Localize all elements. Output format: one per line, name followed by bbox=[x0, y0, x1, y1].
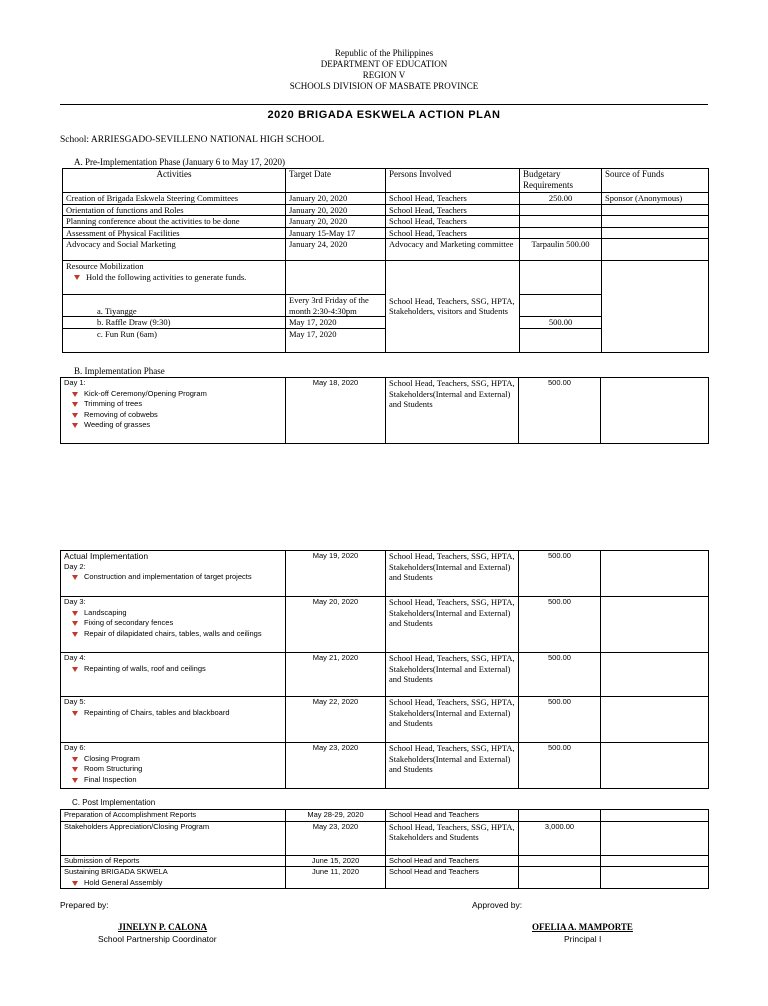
persons-cell: School Head, Teachers, SSG, HPTA, Stakeholders(Internal and External) and Students bbox=[386, 551, 519, 597]
list-item: Closing Program bbox=[64, 754, 282, 765]
table-row bbox=[63, 239, 709, 261]
budget-cell: 3,000.00 bbox=[519, 821, 601, 855]
activity-cell: Advocacy and Social Marketing bbox=[63, 239, 286, 261]
date-cell: May 20, 2020 bbox=[286, 597, 386, 653]
date-cell: May 18, 2020 bbox=[286, 378, 386, 444]
budget-cell bbox=[520, 227, 602, 239]
budget-cell: 500.00 bbox=[519, 653, 601, 697]
table-row bbox=[63, 204, 709, 216]
resource-cell bbox=[63, 261, 286, 295]
list-item: Room Structuring bbox=[64, 764, 282, 775]
source-cell bbox=[602, 216, 709, 228]
date-cell: May 19, 2020 bbox=[286, 551, 386, 597]
header-line-deped: DEPARTMENT OF EDUCATION bbox=[320, 59, 448, 69]
activity-cell bbox=[61, 597, 286, 653]
activity-cell bbox=[61, 551, 286, 597]
header-line-republic: Republic of the Philippines bbox=[334, 48, 434, 58]
activity-cell: Orientation of functions and Roles bbox=[63, 204, 286, 216]
activity-cell bbox=[61, 697, 286, 743]
day-label: Day 5: bbox=[64, 697, 86, 706]
activity-cell: Planning conference about the activities to be done bbox=[63, 216, 286, 228]
date-cell: January 20, 2020 bbox=[286, 193, 386, 205]
header-line-division: SCHOOLS DIVISION OF MASBATE PROVINCE bbox=[289, 81, 479, 91]
budget-cell bbox=[520, 295, 602, 317]
source-cell bbox=[601, 810, 709, 822]
list-item: Repainting of walls, roof and ceilings bbox=[64, 664, 282, 675]
header-line-region: REGION V bbox=[362, 70, 406, 80]
col-activities: Activities bbox=[63, 169, 286, 193]
col-budget: Budgetary Requirements bbox=[520, 169, 602, 193]
implementation-table bbox=[60, 377, 709, 444]
date-cell: June 15, 2020 bbox=[286, 855, 386, 867]
list-item: Weeding of grasses bbox=[64, 420, 282, 431]
date-cell: May 23, 2020 bbox=[286, 743, 386, 789]
source-cell bbox=[601, 378, 709, 444]
budget-cell: 250.00 bbox=[520, 193, 602, 205]
activity-cell bbox=[61, 867, 286, 889]
table-row bbox=[61, 855, 709, 867]
approved-by-name: OFELIA A. MAMPORTE bbox=[532, 922, 633, 932]
list-item: Removing of cobwebs bbox=[64, 410, 282, 421]
budget-cell bbox=[519, 810, 601, 822]
date-cell: June 11, 2020 bbox=[286, 867, 386, 889]
budget-cell bbox=[520, 204, 602, 216]
table-row bbox=[61, 810, 709, 822]
source-cell bbox=[601, 743, 709, 789]
resource-label: Resource Mobilization bbox=[66, 261, 144, 271]
pre-implementation-table bbox=[62, 168, 709, 353]
day-label: Day 6: bbox=[64, 743, 86, 752]
budget-cell bbox=[520, 328, 602, 352]
list-item: Fixing of secondary fences bbox=[64, 618, 282, 629]
budget-cell bbox=[520, 261, 602, 295]
date-cell: May 23, 2020 bbox=[286, 821, 386, 855]
table-row bbox=[61, 867, 709, 889]
persons-cell: School Head, Teachers, SSG, HPTA, Stakeholders(Internal and External) and Students bbox=[386, 743, 519, 789]
table-row bbox=[61, 597, 709, 653]
budget-cell: 500.00 bbox=[519, 743, 601, 789]
persons-cell: School Head, Teachers bbox=[386, 204, 520, 216]
budget-cell bbox=[520, 216, 602, 228]
table-row bbox=[63, 216, 709, 228]
source-cell bbox=[601, 855, 709, 867]
activity-cell: Submission of Reports bbox=[61, 855, 286, 867]
section-b-heading: B. Implementation Phase bbox=[74, 366, 165, 376]
date-cell: May 17, 2020 bbox=[286, 328, 386, 352]
list-item: Kick-off Ceremony/Opening Program bbox=[64, 389, 282, 400]
date-cell: January 20, 2020 bbox=[286, 216, 386, 228]
activity-cell: b. Raffle Draw (9:30) bbox=[63, 317, 286, 329]
persons-cell: School Head and Teachers bbox=[386, 855, 519, 867]
prepared-by-name: JINELYN P. CALONA bbox=[118, 922, 208, 932]
persons-cell: School Head, Teachers bbox=[386, 216, 520, 228]
persons-cell: School Head, Teachers bbox=[386, 193, 520, 205]
table-row bbox=[63, 227, 709, 239]
persons-cell: School Head, Teachers, SSG, HPTA, Stakeholders(Internal and External) and Students bbox=[386, 653, 519, 697]
activity-cell: Assessment of Physical Facilities bbox=[63, 227, 286, 239]
table-row bbox=[61, 821, 709, 855]
activity-cell bbox=[61, 378, 286, 444]
activity-cell bbox=[61, 743, 286, 789]
list-item: Trimming of trees bbox=[64, 399, 282, 410]
document-title: 2020 BRIGADA ESKWELA ACTION PLAN bbox=[267, 109, 501, 121]
source-cell bbox=[601, 653, 709, 697]
date-cell bbox=[286, 261, 386, 295]
table-row bbox=[61, 551, 709, 597]
approved-by-title: Principal I bbox=[564, 934, 602, 944]
source-cell bbox=[601, 551, 709, 597]
persons-cell: School Head, Teachers, SSG, HPTA, Stakeholders(Internal and External) and Students bbox=[386, 697, 519, 743]
activity-cell: Preparation of Accomplishment Reports bbox=[61, 810, 286, 822]
date-cell: May 22, 2020 bbox=[286, 697, 386, 743]
persons-cell: School Head, Teachers bbox=[386, 227, 520, 239]
persons-cell: School Head, Teachers, SSG, HPTA, Stakeholders, visitors and Students bbox=[386, 261, 520, 353]
budget-cell: Tarpaulin 500.00 bbox=[520, 239, 602, 261]
source-cell bbox=[602, 239, 709, 261]
section-a-heading: A. Pre-Implementation Phase (January 6 to May 17, 2020) bbox=[74, 157, 285, 167]
source-cell bbox=[601, 867, 709, 889]
budget-cell: 500.00 bbox=[519, 551, 601, 597]
date-cell: May 17, 2020 bbox=[286, 317, 386, 329]
activity-cell: Creation of Brigada Eskwela Steering Committees bbox=[63, 193, 286, 205]
date-cell: May 28-29, 2020 bbox=[286, 810, 386, 822]
source-cell bbox=[601, 821, 709, 855]
activity-cell bbox=[61, 653, 286, 697]
table-row bbox=[61, 378, 709, 444]
day-label: Day 3: bbox=[64, 597, 86, 606]
activity-label: Sustaining BRIGADA SKWELA bbox=[64, 867, 168, 876]
date-cell: May 21, 2020 bbox=[286, 653, 386, 697]
source-cell bbox=[602, 227, 709, 239]
table-row bbox=[61, 743, 709, 789]
actual-implementation-table bbox=[60, 550, 709, 789]
source-cell bbox=[601, 697, 709, 743]
actual-implementation-label: Actual Implementation bbox=[64, 551, 149, 561]
day-label: Day 1: bbox=[64, 378, 86, 387]
col-source: Source of Funds bbox=[602, 169, 709, 193]
prepared-by-label: Prepared by: bbox=[60, 900, 109, 910]
list-item: Repainting of Chairs, tables and blackboard bbox=[64, 708, 282, 719]
col-persons: Persons Involved bbox=[386, 169, 520, 193]
post-implementation-table bbox=[60, 809, 709, 889]
school-name: School: ARRIESGADO-SEVILLENO NATIONAL HIGH SCHOOL bbox=[60, 135, 325, 145]
persons-cell: Advocacy and Marketing committee bbox=[386, 239, 520, 261]
date-cell: January 24, 2020 bbox=[286, 239, 386, 261]
date-cell: Every 3rd Friday of the month 2:30-4:30pm bbox=[286, 295, 386, 317]
table-row bbox=[61, 697, 709, 743]
list-item: Repair of dilapidated chairs, tables, walls and ceilings bbox=[64, 629, 282, 640]
day-label: Day 4: bbox=[64, 653, 86, 662]
source-cell: Sponsor (Anonymous) bbox=[602, 193, 709, 205]
list-item: Hold General Assembly bbox=[64, 878, 282, 889]
budget-cell: 500.00 bbox=[519, 378, 601, 444]
approved-by-label: Approved by: bbox=[472, 900, 523, 910]
budget-cell: 500.00 bbox=[519, 697, 601, 743]
date-cell: January 15-May 17 bbox=[286, 227, 386, 239]
resource-row bbox=[63, 261, 709, 295]
persons-cell: School Head, Teachers, SSG, HPTA, Stakeholders(Internal and External) and Students bbox=[386, 378, 519, 444]
date-cell: January 20, 2020 bbox=[286, 204, 386, 216]
header-divider bbox=[60, 104, 708, 105]
budget-cell: 500.00 bbox=[519, 597, 601, 653]
list-item: Construction and implementation of target projects bbox=[64, 572, 282, 583]
list-item: Landscaping bbox=[64, 608, 282, 619]
table-row bbox=[63, 193, 709, 205]
activity-cell: a. Tiyangge bbox=[63, 295, 286, 317]
persons-cell: School Head and Teachers bbox=[386, 867, 519, 889]
day-label: Day 2: bbox=[64, 561, 86, 571]
budget-cell bbox=[519, 855, 601, 867]
persons-cell: School Head, Teachers, SSG, HPTA, Stakeholders and Students bbox=[386, 821, 519, 855]
table-header-row bbox=[63, 169, 709, 193]
source-cell bbox=[601, 597, 709, 653]
activity-cell: Stakeholders Appreciation/Closing Program bbox=[61, 821, 286, 855]
activity-cell: c. Fun Run (6am) bbox=[63, 328, 286, 352]
persons-cell: School Head and Teachers bbox=[386, 810, 519, 822]
source-cell bbox=[602, 204, 709, 216]
budget-cell: 500.00 bbox=[520, 317, 602, 329]
table-row bbox=[61, 653, 709, 697]
list-item: Final Inspection bbox=[64, 775, 282, 786]
prepared-by-title: School Partnership Coordinator bbox=[98, 934, 217, 944]
budget-cell bbox=[519, 867, 601, 889]
col-target-date: Target Date bbox=[286, 169, 386, 193]
persons-cell: School Head, Teachers, SSG, HPTA, Stakeholders(Internal and External) and Students bbox=[386, 597, 519, 653]
source-cell bbox=[602, 261, 709, 353]
section-c-heading: C. Post Implementation bbox=[72, 798, 156, 807]
resource-bullet: Hold the following activities to generate funds. bbox=[66, 272, 282, 283]
